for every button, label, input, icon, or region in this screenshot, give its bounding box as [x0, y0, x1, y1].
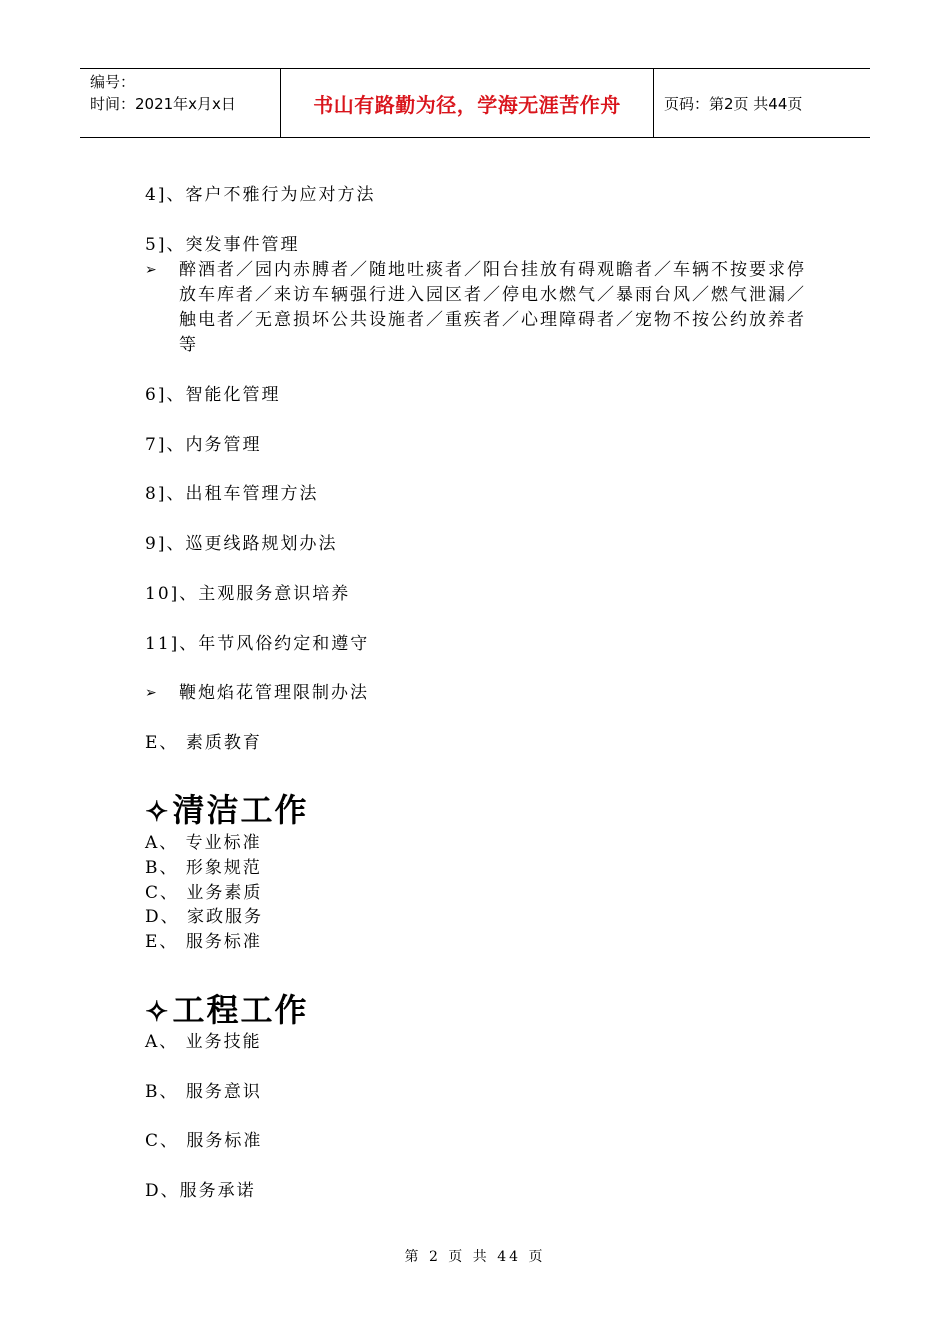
- item-4: 4]、客户不雅行为应对方法: [145, 185, 376, 205]
- item-10: 10]、主观服务意识培养: [145, 584, 351, 604]
- cleaning-item: B、 形象规范: [145, 858, 262, 878]
- header-slogan-cell: [281, 69, 654, 137]
- arrow-bullet-icon: ➢: [145, 685, 157, 701]
- section-heading-cleaning: [145, 785, 308, 831]
- arrow-bullet-icon: ➢: [145, 262, 157, 278]
- engineering-item: A、 业务技能: [145, 1032, 262, 1052]
- doc-date-label: 时间：2021年x月x日: [90, 95, 236, 113]
- diamond-icon: ✧: [145, 995, 171, 1028]
- engineering-item: C、 服务标准: [145, 1131, 263, 1151]
- item-e-quality: E、 素质教育: [145, 733, 262, 753]
- diamond-icon: ✧: [145, 795, 171, 828]
- item-8: 8]、出租车管理方法: [145, 484, 319, 504]
- header-meta: [80, 69, 281, 137]
- doc-number-label: 编号：: [90, 73, 136, 91]
- item-7: 7]、内务管理: [145, 435, 262, 455]
- cleaning-title: 清洁工作: [172, 791, 309, 829]
- item-9: 9]、巡更线路规划办法: [145, 534, 338, 554]
- header-page-info: 页码：第2页 共44页: [664, 94, 803, 113]
- cleaning-item: C、 业务素质: [145, 883, 263, 903]
- item-6: 6]、智能化管理: [145, 385, 281, 405]
- item-11: 11]、年节风俗约定和遵守: [145, 634, 370, 654]
- engineering-title: 工程工作: [172, 991, 309, 1029]
- cleaning-item: E、 服务标准: [145, 932, 262, 952]
- engineering-item: B、 服务意识: [145, 1082, 262, 1102]
- header-slogan: 书山有路勤为径，学海无涯苦作舟: [313, 92, 621, 117]
- page-header: [80, 68, 870, 138]
- cleaning-item: D、 家政服务: [145, 907, 264, 927]
- section-heading-engineering: [145, 985, 308, 1031]
- item-5-detail: 醉酒者／园内赤膊者／随地吐痰者／阳台挂放有碍观瞻者／车辆不按要求停放车库者／来访车辆强行进入园区者／停电水燃气／暴雨台风／燃气泄漏／触电者／无意损坏公共设施者／重疾者／心理障碍者／宠物不按公约放养者等: [179, 260, 806, 355]
- item-5: 5]、突发事件管理: [145, 235, 300, 255]
- engineering-item: D、服务承诺: [145, 1181, 256, 1201]
- firework-item: 鞭炮焰花管理限制办法: [179, 683, 369, 703]
- cleaning-item: A、 专业标准: [145, 833, 262, 853]
- page-footer: 第 2 页 共 44 页: [404, 1249, 546, 1265]
